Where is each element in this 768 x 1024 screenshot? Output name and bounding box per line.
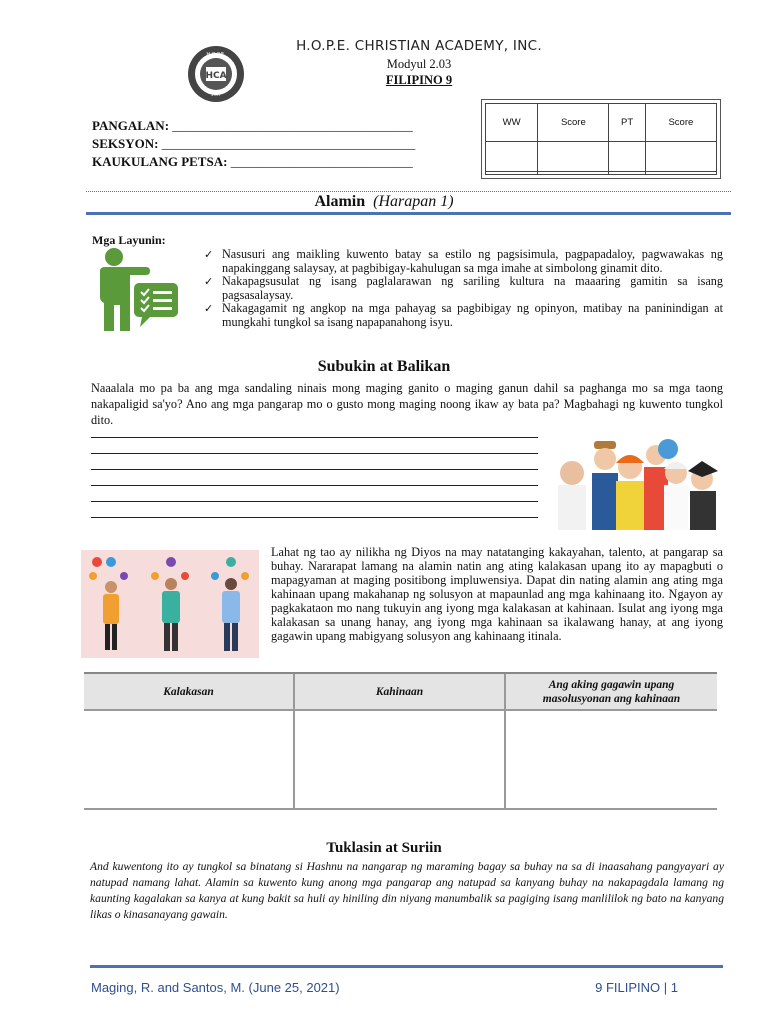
layunin-label: Mga Layunin:: [92, 233, 166, 247]
tuklasin-paragraph: And kuwentong ito ay tungkol sa binatang si Hashnu na nangarap ng maraming bagay sa buhay na sa di inaasahang pangyayari ay natupad namang lahat. Alamin sa kuwento kung anong mga pangarap ang natupad sa kanyang buhay na nakapagdala lamang ng kaunting kagalakan sa kanya at kung bakit sa huli ay hiniling din niyang manumbalik sa pagiging isang manlililok ng bato na kanyang likas o kinasanayang gawain.: [90, 860, 724, 921]
answer-line[interactable]: [91, 501, 538, 502]
children-careers-image: [556, 433, 720, 530]
answer-line[interactable]: [91, 485, 538, 486]
score-cell[interactable]: [609, 141, 645, 171]
score-cell[interactable]: [486, 141, 538, 171]
score-header-score: Score: [645, 104, 716, 142]
answer-line[interactable]: [91, 517, 538, 518]
dotted-divider: [86, 191, 731, 192]
score-cell[interactable]: [538, 141, 609, 171]
header-kalakasan: Kalakasan: [84, 673, 294, 710]
svg-text:HCA: HCA: [205, 71, 227, 81]
tuklasin-title: Tuklasin at Suriin: [326, 840, 442, 856]
answer-line[interactable]: [91, 437, 538, 438]
strength-weakness-table: [84, 672, 717, 810]
kalakasan-cell[interactable]: [84, 710, 294, 809]
people-strengths-image: [81, 550, 259, 658]
header-kahinaan: Kahinaan: [294, 673, 505, 710]
goals-list: [204, 248, 723, 329]
score-cell[interactable]: [645, 141, 716, 171]
kalakasan-paragraph: Lahat ng tao ay nilikha ng Diyos na may natatanging kakayahan, talento, at pangarap sa buhay. Nararapat lamang na alamin natin ang ating kalakasan upang ito ay mapagbuti o mapagyaman at maging positibong impluwensiya. Dapat din nating alamin ang ating mga kahinaan upang makahanap ng solusyon at mapaunlad ang mga kahinaang ito. Ngayon ay pagkakataon mo nang tukuyin ang iyong mga kalakasan at kahinaan. Isulat ang iyong mga kalakasan sa unang hanay, ang iyong mga kahinaan sa ikalawang hanay, at ang iyong gagawin upang mabigyang solusyon ang kahinaang itinala.: [271, 545, 723, 643]
svg-text:1997: 1997: [210, 92, 222, 97]
footer-page-number: 9 FILIPINO | 1: [595, 980, 678, 995]
field-seksyon[interactable]: SEKSYON: _______________________________________: [92, 136, 416, 151]
goal-item: ✓ Nakagagamit ng angkop na mga pahayag sa pagbibigay ng opinyon, matibay na paninindigan at mungkahi tungkol sa isang napapanahong isyu.: [204, 302, 723, 329]
kahinaan-cell[interactable]: [294, 710, 505, 809]
score-cell[interactable]: [645, 171, 716, 174]
score-header-ww: WW: [486, 104, 538, 142]
school-name: H.O.P.E. CHRISTIAN ACADEMY, INC.: [296, 38, 542, 54]
svg-text:H.O.P.E.: H.O.P.E.: [206, 52, 226, 58]
goal-item: ✓ Nakapagsusulat ng isang paglalarawan ng sariling kultura na maaaring gamitin sa isang pagsasalaysay.: [204, 275, 723, 302]
footer-citation: Maging, R. and Santos, M. (June 25, 2021): [91, 980, 340, 995]
subukin-title: Subukin at Balikan: [317, 358, 451, 375]
field-petsa[interactable]: KAUKULANG PETSA: ____________________________: [92, 154, 413, 169]
alamin-title: Alamin (Harapan 1): [314, 193, 454, 210]
score-cell[interactable]: [538, 171, 609, 174]
answer-line[interactable]: [91, 469, 538, 470]
footer-divider: [90, 965, 723, 968]
module-number: Modyul 2.03: [386, 57, 452, 71]
field-pangalan[interactable]: PANGALAN: _____________________________________: [92, 118, 413, 133]
score-box: [481, 99, 721, 179]
checklist-presenter-icon: [96, 247, 182, 333]
subject-title: FILIPINO 9: [385, 73, 453, 87]
subukin-paragraph: Naaalala mo pa ba ang mga sandaling ninais mong maging ganito o maging ganun dahil sa paghanga mo sa mga taong nakapaligid sa'yo? Ano ang mga pangarap mo o gusto mong maging noong ikaw ay bata pa? Magbahagi ng kuwento tungkol dito.: [91, 381, 723, 427]
score-header-pt: PT: [609, 104, 645, 142]
answer-line[interactable]: [91, 453, 538, 454]
score-cell[interactable]: [486, 171, 538, 174]
gagawin-cell[interactable]: [505, 710, 717, 809]
header-gagawin: Ang aking gagawin upang masolusyonan ang kahinaan: [505, 673, 717, 710]
score-cell[interactable]: [609, 171, 645, 174]
goal-item: ✓ Nasusuri ang maikling kuwento batay sa estilo ng pagsisimula, pagpapadaloy, pagwawakas ng napakinggang salaysay, at pagbibigay-kahulugan sa mga imahe at simbolong ginamit dito.: [204, 248, 723, 275]
section-divider: [86, 212, 731, 215]
score-header-score: Score: [538, 104, 609, 142]
score-table: [485, 103, 717, 175]
